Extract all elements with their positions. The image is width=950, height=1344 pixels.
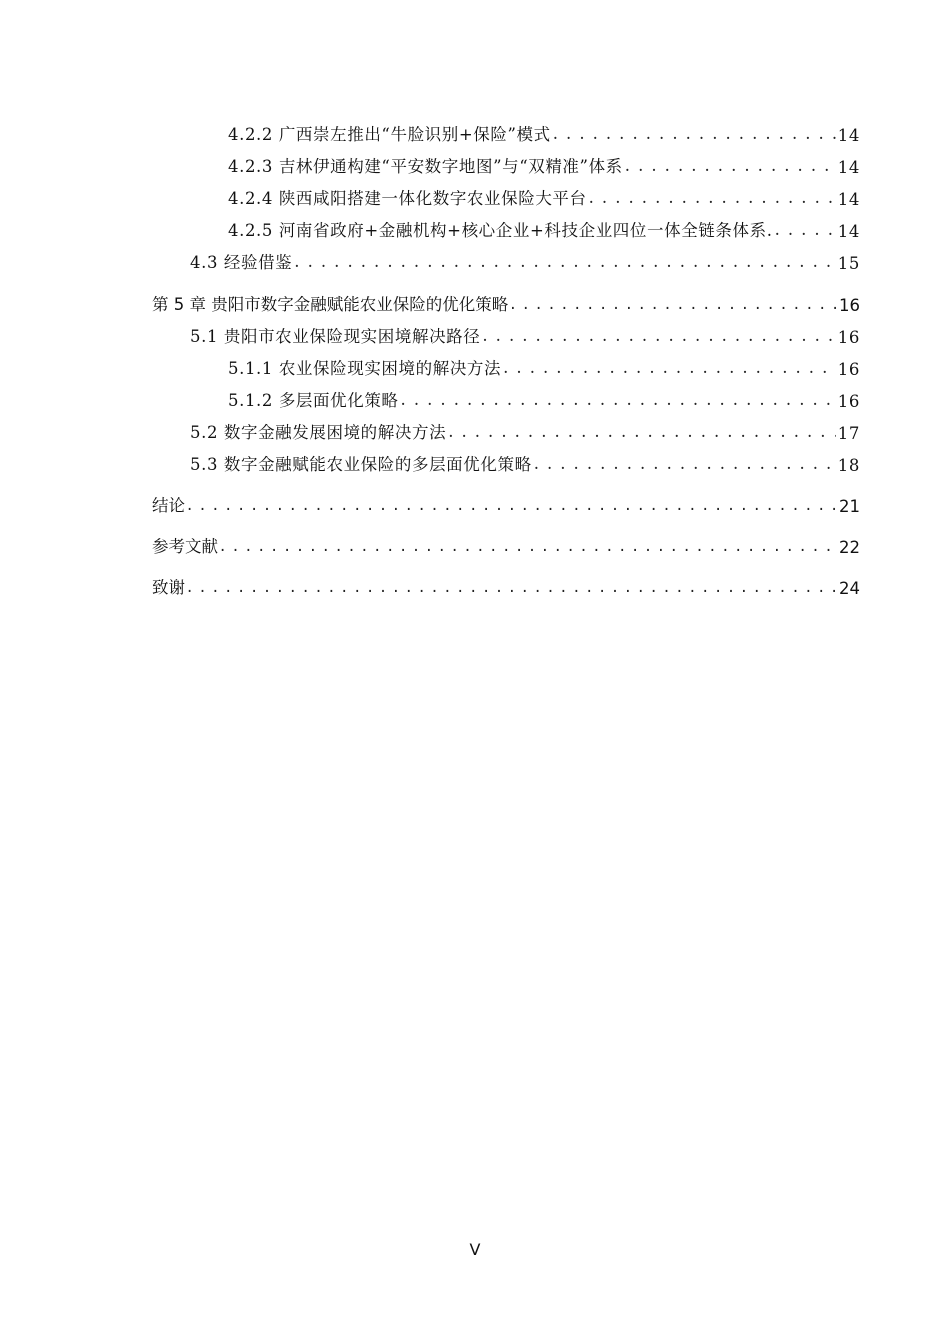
dot-leader bbox=[775, 219, 836, 241]
toc-entry-title: 4.2.2 广西崇左推出“牛脸识别+保险”模式 bbox=[228, 125, 551, 144]
toc-entry-page: 18 bbox=[837, 456, 860, 475]
toc-entry-page: 14 bbox=[837, 190, 860, 209]
page-footer-number: V bbox=[469, 1240, 481, 1259]
toc-entry-title: 5.1.2 多层面优化策略 bbox=[228, 391, 399, 410]
dot-leader bbox=[503, 357, 836, 379]
toc-entry-title: 5.1.1 农业保险现实困境的解决方法 bbox=[228, 359, 502, 378]
toc-entry[interactable] bbox=[190, 417, 860, 443]
toc-entry-page: 14 bbox=[837, 126, 860, 145]
toc-entry[interactable] bbox=[190, 449, 860, 475]
toc-entry-page: 24 bbox=[839, 579, 860, 598]
toc-entry-title: 结论 bbox=[152, 496, 185, 515]
toc-entry-page: 14 bbox=[837, 158, 860, 177]
toc-entry-title: 4.2.5 河南省政府+金融机构+核心企业+科技企业四位一体全链条体系. bbox=[228, 221, 773, 240]
dot-leader bbox=[589, 187, 836, 209]
toc-entry[interactable] bbox=[190, 247, 860, 273]
toc-entry-title: 4.2.4 陕西咸阳搭建一体化数字农业保险大平台 bbox=[228, 189, 587, 208]
toc-entry[interactable] bbox=[152, 531, 860, 557]
dot-leader bbox=[553, 123, 836, 145]
dot-leader bbox=[187, 494, 837, 516]
toc-entry[interactable] bbox=[190, 321, 860, 347]
toc-entry-title: 致谢 bbox=[152, 578, 185, 597]
toc-entry[interactable] bbox=[228, 183, 860, 209]
dot-leader bbox=[482, 325, 835, 347]
toc-entry[interactable] bbox=[152, 289, 860, 315]
toc-entry[interactable] bbox=[228, 151, 860, 177]
toc-entry-page: 22 bbox=[839, 538, 860, 557]
toc-entry-title: 4.3 经验借鉴 bbox=[190, 253, 293, 272]
toc-entry-page: 16 bbox=[837, 360, 860, 379]
toc-entry-title: 参考文献 bbox=[152, 537, 218, 556]
toc-entry[interactable] bbox=[228, 215, 860, 241]
dot-leader bbox=[510, 293, 837, 315]
dot-leader bbox=[187, 576, 837, 598]
dot-leader bbox=[401, 389, 836, 411]
toc-entry-page: 16 bbox=[837, 328, 860, 347]
toc-entry-title: 5.1 贵阳市农业保险现实困境解决路径 bbox=[190, 327, 481, 346]
toc-entry-page: 17 bbox=[837, 424, 860, 443]
toc-entry-title: 4.2.3 吉林伊通构建“平安数字地图”与“双精准”体系 bbox=[228, 157, 623, 176]
toc-entry[interactable] bbox=[228, 353, 860, 379]
toc-entry-page: 16 bbox=[837, 392, 860, 411]
toc-entry-title: 5.3 数字金融赋能农业保险的多层面优化策略 bbox=[190, 455, 532, 474]
toc-entry[interactable] bbox=[152, 572, 860, 598]
dot-leader bbox=[625, 155, 836, 177]
table-of-contents bbox=[0, 0, 950, 620]
toc-entry-title: 第 5 章 贵阳市数字金融赋能农业保险的优化策略 bbox=[152, 295, 509, 314]
toc-entry[interactable] bbox=[228, 119, 860, 145]
toc-entry-page: 21 bbox=[839, 497, 860, 516]
dot-leader bbox=[294, 251, 836, 273]
toc-entry-page: 14 bbox=[837, 222, 860, 241]
toc-entry[interactable] bbox=[228, 385, 860, 411]
toc-entry[interactable] bbox=[152, 490, 860, 516]
dot-leader bbox=[534, 453, 836, 475]
toc-entry-page: 15 bbox=[837, 254, 860, 273]
toc-entry-page: 16 bbox=[839, 296, 860, 315]
dot-leader bbox=[448, 421, 836, 443]
toc-entry-title: 5.2 数字金融发展困境的解决方法 bbox=[190, 423, 447, 442]
dot-leader bbox=[220, 535, 837, 557]
